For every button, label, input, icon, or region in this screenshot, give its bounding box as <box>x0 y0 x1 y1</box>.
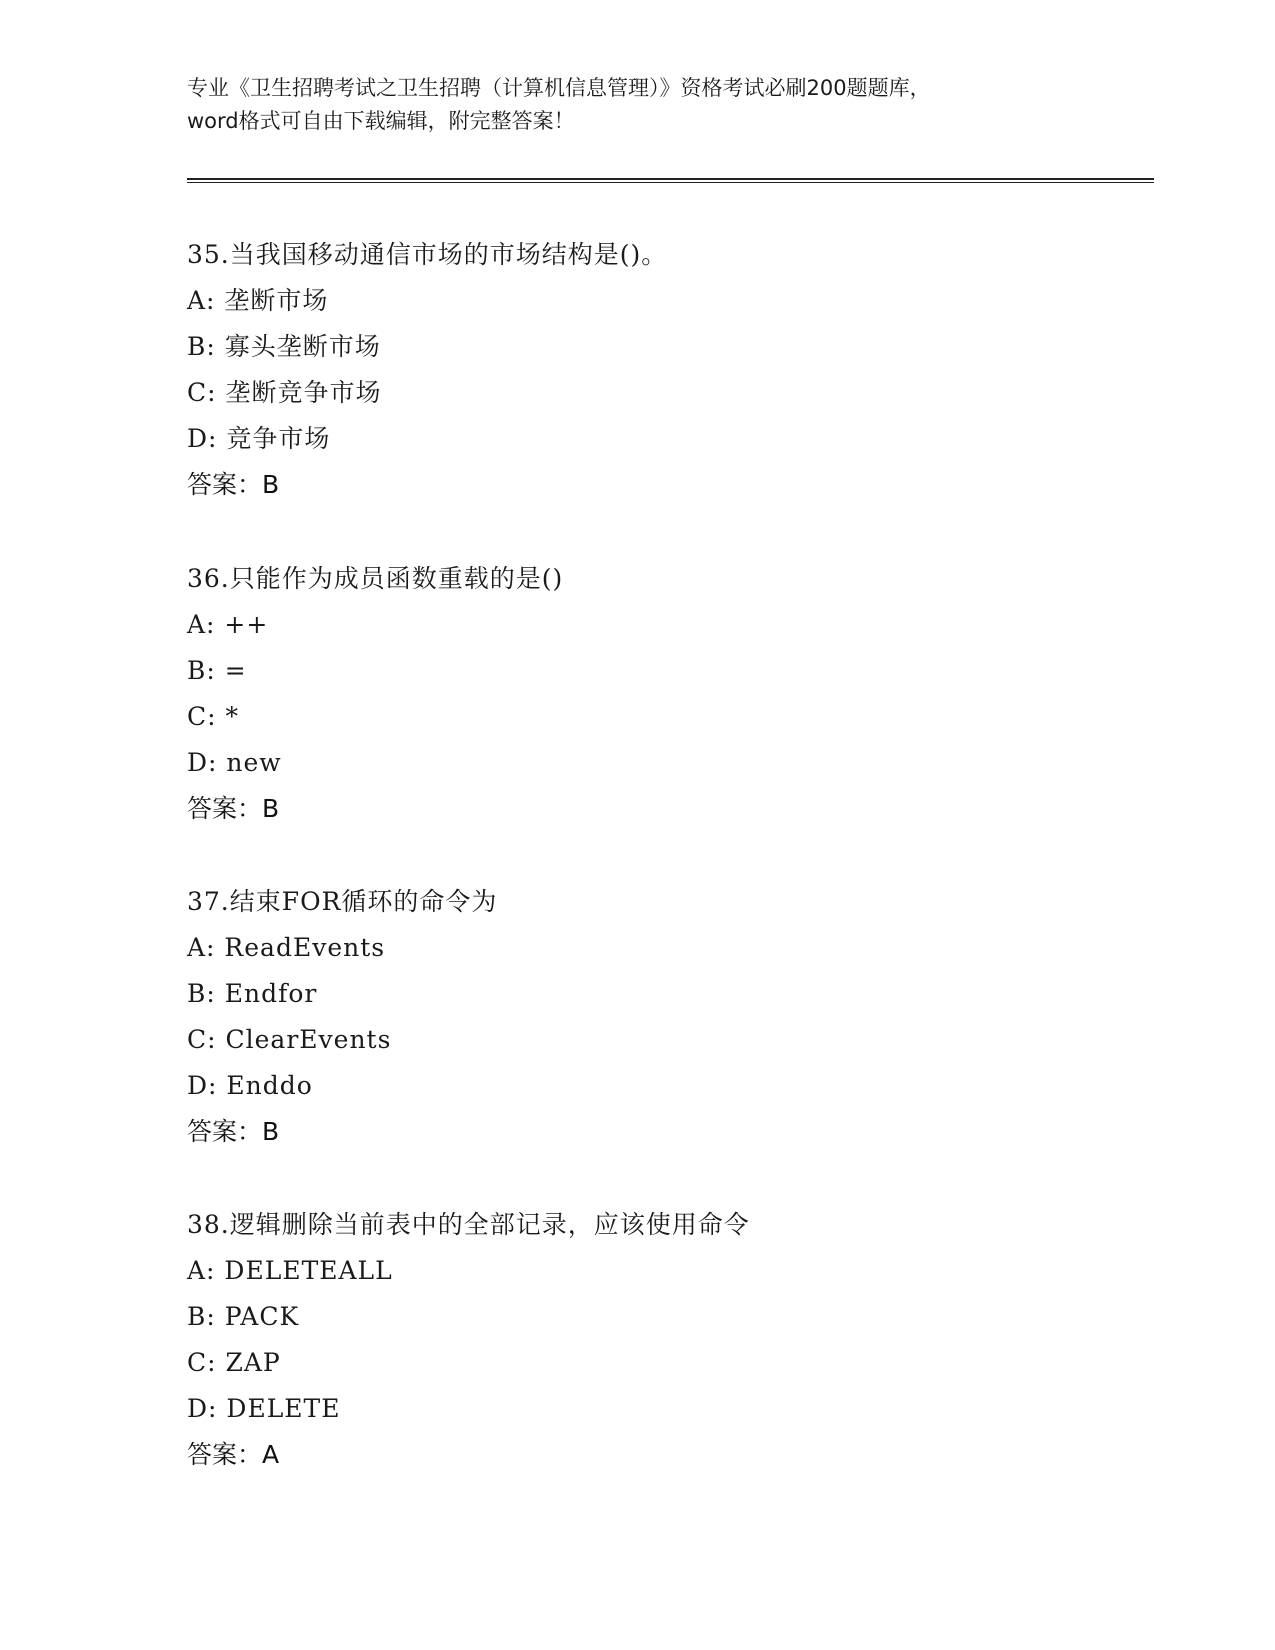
answer: 答案：B <box>187 1117 280 1146</box>
question-38 <box>187 1202 1167 1478</box>
question-36 <box>187 556 1167 832</box>
option-d: D: 竞争市场 <box>187 424 331 453</box>
option-a: A: ReadEvents <box>187 933 386 962</box>
question-stem: 37.结束FOR循环的命令为 <box>187 887 498 916</box>
option-b: B: Endfor <box>187 979 318 1008</box>
option-b: B: 寡头垄断市场 <box>187 332 381 361</box>
option-a: A: 垄断市场 <box>187 286 329 315</box>
answer: 答案：B <box>187 470 280 499</box>
option-d: D: new <box>187 748 282 777</box>
option-d: D: DELETE <box>187 1394 341 1423</box>
option-c: C: 垄断竞争市场 <box>187 378 382 407</box>
question-35 <box>187 232 1167 508</box>
option-c: C: * <box>187 702 239 731</box>
header-line-2: word格式可自由下载编辑，附完整答案！ <box>187 109 575 133</box>
option-a: A: ++ <box>187 610 269 639</box>
question-stem: 35.当我国移动通信市场的市场结构是()。 <box>187 240 668 269</box>
answer: 答案：A <box>187 1440 280 1469</box>
document-header <box>187 72 1087 138</box>
option-c: C: ZAP <box>187 1348 281 1377</box>
answer: 答案：B <box>187 794 280 823</box>
question-stem: 36.只能作为成员函数重载的是() <box>187 564 564 593</box>
option-b: B: PACK <box>187 1302 300 1331</box>
header-divider <box>187 178 1154 183</box>
option-b: B: = <box>187 656 247 685</box>
option-d: D: Enddo <box>187 1071 313 1100</box>
question-37 <box>187 879 1167 1155</box>
option-a: A: DELETEALL <box>187 1256 393 1285</box>
option-c: C: ClearEvents <box>187 1025 392 1054</box>
header-line-1: 专业《卫生招聘考试之卫生招聘（计算机信息管理）》资格考试必刷200题题库， <box>187 76 931 100</box>
question-stem: 38.逻辑删除当前表中的全部记录，应该使用命令 <box>187 1210 750 1239</box>
